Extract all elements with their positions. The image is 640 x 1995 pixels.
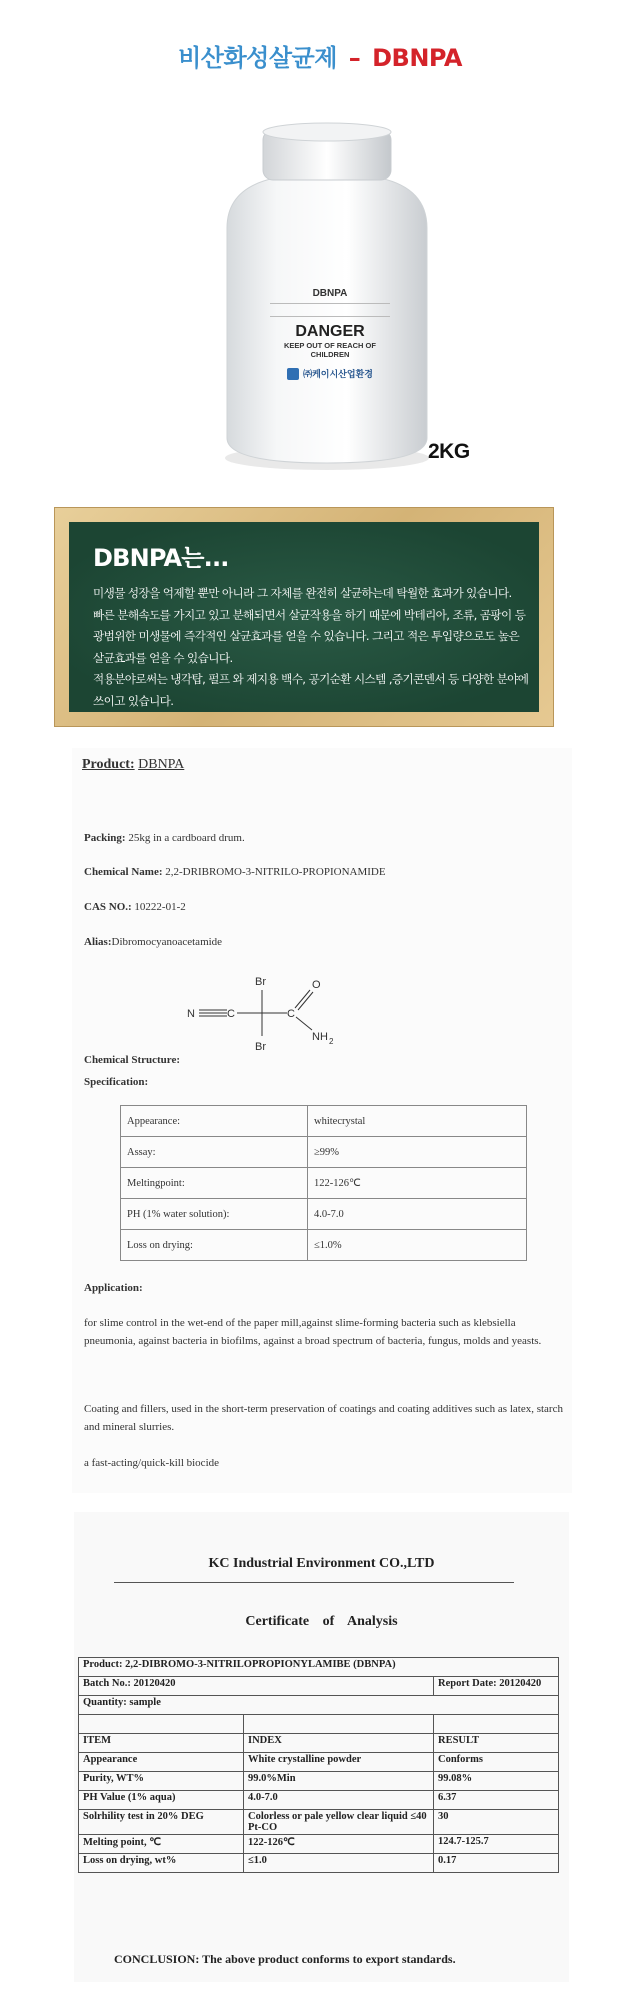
cert-result: Conforms (434, 1753, 559, 1772)
application-paragraph: Coating and fillers, used in the short-term preservation of coatings and coating additives such as latex, starch and mineral slurries. (84, 1403, 563, 1433)
bottle-label-warning: KEEP OUT OF REACH OF CHILDREN (284, 341, 376, 359)
spec-structure-label: Chemical Structure: (84, 1054, 181, 1066)
table-row (79, 1835, 559, 1854)
cert-title: Certificate of Analysis (245, 1614, 398, 1629)
chalkboard-heading: DBNPA는... (93, 544, 229, 572)
cert-item: Appearance (79, 1753, 244, 1772)
atom-n: N (187, 1008, 195, 1020)
table-row (79, 1753, 559, 1772)
svg-text:C: C (287, 1008, 295, 1020)
spec-cas: CAS NO.: 10222-01-2 (84, 901, 186, 913)
bottle-label (245, 288, 415, 380)
cert-index: Colorless or pale yellow clear liquid ≤40 Pt-CO (244, 1810, 434, 1835)
column-header: ITEM (79, 1734, 244, 1753)
chemical-structure-diagram (182, 970, 382, 1060)
spec-value: 4.0-7.0 (308, 1199, 527, 1230)
spec-packing: Packing: 25kg in a cardboard drum. (84, 832, 245, 844)
chalkboard-line: 쓰이고 있습니다. (93, 693, 174, 708)
column-header: RESULT (434, 1734, 559, 1753)
spec-product: Product: DBNPA (82, 757, 185, 772)
spec-name: Assay: (121, 1137, 308, 1168)
spec-specification-label: Specification: (84, 1076, 149, 1088)
spec-value: whitecrystal (308, 1106, 527, 1137)
cert-item: Purity, WT% (79, 1772, 244, 1791)
cert-index: White crystalline powder (244, 1753, 434, 1772)
cert-item: Solrhility test in 20% DEG (79, 1810, 244, 1835)
spec-value: 122-126℃ (308, 1168, 527, 1199)
cert-result: 0.17 (434, 1854, 559, 1873)
cert-quantity: Quantity: sample (79, 1696, 559, 1715)
cert-result: 6.37 (434, 1791, 559, 1810)
spec-value: ≥99% (308, 1137, 527, 1168)
chalkboard-line: 미생물 성장을 억제할 뿐만 아니라 그 자체를 완전히 살균하는데 탁월한 효과가 있습니다. (93, 586, 512, 600)
cert-item: Melting point, ℃ (79, 1835, 244, 1854)
svg-text:C: C (227, 1008, 235, 1020)
table-row (121, 1230, 527, 1261)
bottle-label-danger: DANGER (295, 323, 365, 340)
certificate-of-analysis (74, 1512, 569, 1982)
table-row (121, 1168, 527, 1199)
cert-index: 99.0%Min (244, 1772, 434, 1791)
table-row (79, 1810, 559, 1835)
table-row (79, 1696, 559, 1715)
table-row (121, 1137, 527, 1168)
cert-divider (114, 1582, 514, 1583)
cert-result: 99.08% (434, 1772, 559, 1791)
atom-nh: NH (312, 1031, 328, 1043)
spec-sheet (72, 748, 572, 1493)
bottle-label-company: ㈜케이시산업환경 (245, 367, 415, 380)
company-logo-icon (287, 368, 299, 380)
page-title (0, 38, 640, 73)
cert-table (78, 1657, 559, 1873)
weight-label: 2KG (428, 440, 470, 463)
table-row (79, 1677, 559, 1696)
cert-company: KC Industrial Environment CO.,LTD (208, 1556, 435, 1571)
specification-table (120, 1105, 527, 1261)
table-row (79, 1854, 559, 1873)
atom-subscript: 2 (329, 1037, 334, 1046)
cert-item: PH Value (1% aqua) (79, 1791, 244, 1810)
cert-result: 30 (434, 1810, 559, 1835)
spec-name: Meltingpoint: (121, 1168, 308, 1199)
cert-conclusion: CONCLUSION: The above product conforms to export standards. (114, 1952, 456, 1966)
cert-index: 4.0-7.0 (244, 1791, 434, 1810)
table-header-row (79, 1734, 559, 1753)
table-row (79, 1658, 559, 1677)
cert-result: 124.7-125.7 (434, 1835, 559, 1854)
chalkboard-frame (54, 507, 554, 727)
cert-index: 122-126℃ (244, 1835, 434, 1854)
table-row (121, 1199, 527, 1230)
application-paragraph: for slime control in the wet-end of the paper mill,against slime-forming bacteria such as klebsiella pneumonia, against bacteria in biofilms, against a broad spectrum of bacteria, fungus, molds and yeasts. (84, 1317, 542, 1347)
chalkboard-line: 살균효과를 얻을 수 있습니다. (93, 650, 233, 665)
cert-report-date: Report Date: 20120420 (434, 1677, 559, 1696)
table-row (121, 1106, 527, 1137)
title-dash: – (348, 44, 361, 72)
atom-br-top: Br (255, 976, 266, 988)
spec-name: PH (1% water solution): (121, 1199, 308, 1230)
application-paragraph: a fast-acting/quick-kill biocide (84, 1457, 220, 1469)
cert-index: ≤1.0 (244, 1854, 434, 1873)
chalkboard-line: 빠른 분해속도를 가지고 있고 분해되면서 살균작용을 하기 때문에 박테리아, 조류, 곰팡이 등 (93, 607, 526, 622)
spec-alias: Alias:Dibromocyanoacetamide (84, 936, 223, 948)
spec-name: Loss on drying: (121, 1230, 308, 1261)
bottle-label-name: DBNPA (312, 288, 348, 299)
chalkboard-line: 적용분야로써는 냉각탑, 펄프 와 제지용 백수, 공기순환 시스템 ,증기콘덴서 등 다양한 분야에 (93, 672, 529, 686)
title-english: DBNPA (372, 44, 462, 72)
cert-batch: Batch No.: 20120420 (79, 1677, 434, 1696)
title-korean: 비산화성살균제 (178, 44, 337, 72)
chalkboard-line: 광범위한 미생물에 즉각적인 살균효과를 얻을 수 있습니다. 그리고 적은 투입량으로도 높은 (93, 629, 520, 643)
atom-br-bottom: Br (255, 1041, 266, 1053)
application-label: Application: (84, 1282, 143, 1294)
column-header: INDEX (244, 1734, 434, 1753)
table-row (79, 1791, 559, 1810)
chalkboard (69, 522, 539, 712)
cert-item: Loss on drying, wt% (79, 1854, 244, 1873)
spec-value: ≤1.0% (308, 1230, 527, 1261)
atom-o: O (312, 979, 321, 991)
bottle-label-fineprint (270, 303, 390, 317)
table-row (79, 1772, 559, 1791)
spec-chemical-name: Chemical Name: 2,2-DRIBROMO-3-NITRILO-PROPIONAMIDE (84, 866, 386, 878)
cert-product: Product: 2,2-DIBROMO-3-NITRILOPROPIONYLAMIBE (DBNPA) (79, 1658, 559, 1677)
spec-name: Appearance: (121, 1106, 308, 1137)
table-row (79, 1715, 559, 1734)
